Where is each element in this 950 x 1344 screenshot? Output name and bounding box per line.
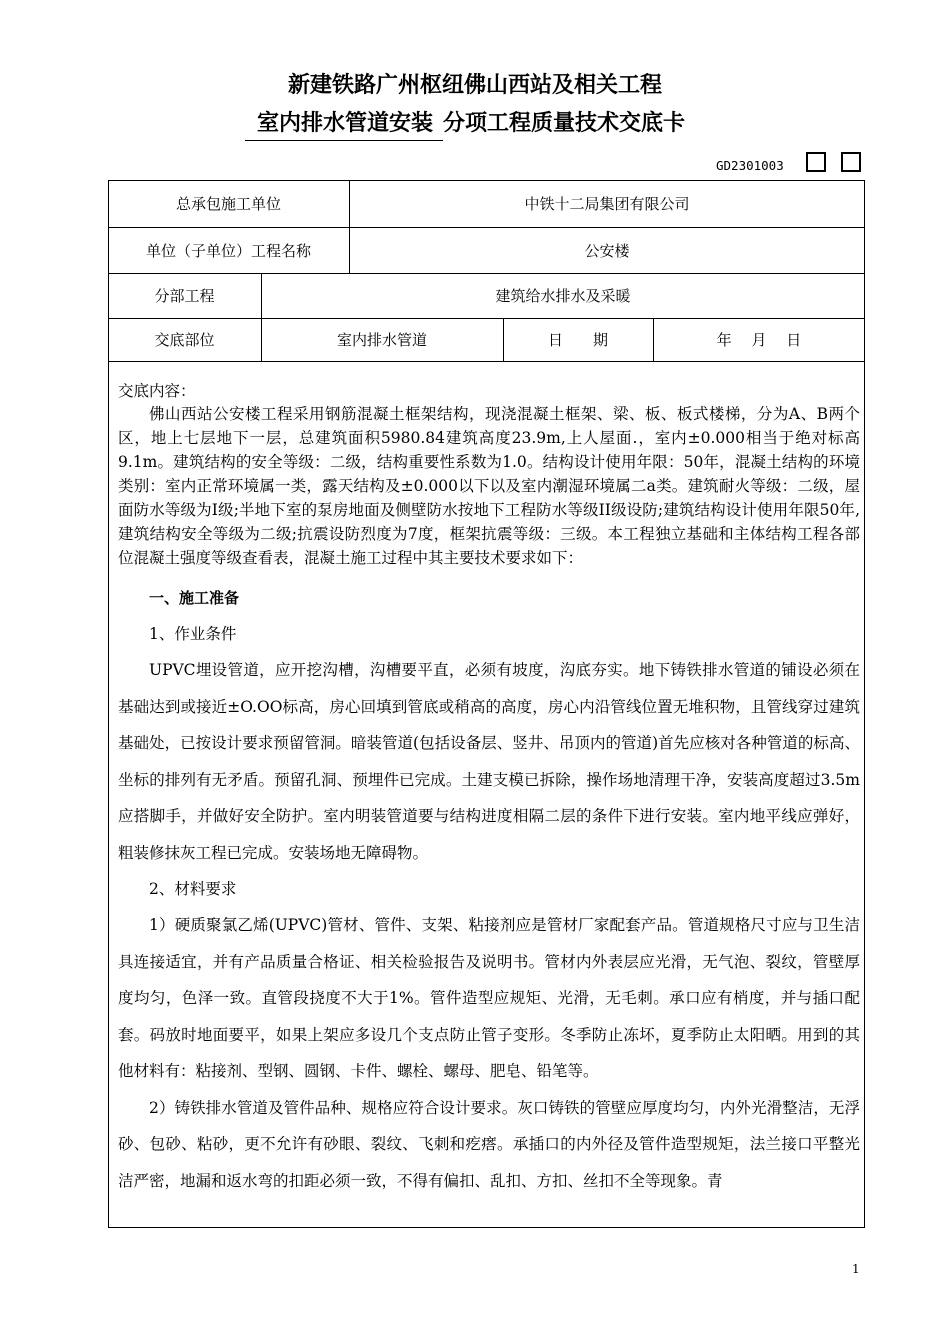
- location-value: 室内排水管道: [336, 331, 427, 349]
- content-heading: 交底内容：: [118, 382, 196, 400]
- unit-project-label: 单位（子单位）工程名称: [145, 241, 311, 260]
- date-label: 日 期: [547, 331, 608, 349]
- division-label: 分部工程: [154, 287, 215, 305]
- section-title: 一、施工准备: [149, 589, 240, 607]
- checkbox-1[interactable]: [806, 152, 826, 172]
- document-title: 新建铁路广州枢纽佛山西站及相关工程: [287, 73, 662, 98]
- subsection-title-materials: 2、材料要求: [149, 880, 237, 898]
- project-intro: 佛山西站公安楼工程采用钢筋混凝土框架结构，现浇混凝土框架、梁、板、板式楼梯，分为A、B两个区，地上七层地下一层，总建筑面积5980.84建筑高度23.9m,上人屋面.，室内±0.000相当于绝对标高9.1m。建筑结构的安全等级：二级，结构重要性系数为1.0。结构设计使用年限：50年，混凝土结构的环境类别：室内正常环境属一类，露天结构及±0.000以下以及室内潮湿环境属二a类。建筑耐火等级：二级，屋面防水等级为Ⅰ级;半地下室的泵房地面及侧壁防水按地下工程防水等级II级设防;建筑结构设计使用年限50年,建筑结构安全等级为二级;抗震设防烈度为7度，框架抗震等级：三级。本工程独立基础和主体结构工程各部位混凝土强度等级查看表，混凝土施工过程中其主要技术要求如下：: [118, 405, 860, 567]
- page-number: 1: [852, 1262, 860, 1276]
- subtitle-suffix: 分项工程质量技术交底卡: [443, 111, 686, 136]
- general-contractor-value: 中铁十二局集团有限公司: [524, 195, 690, 213]
- date-value: 年 月 日: [716, 331, 802, 349]
- division-value: 建筑给水排水及采暖: [495, 287, 631, 305]
- paragraph-cast-iron: 2）铸铁排水管道及管件品种、规格应符合设计要求。灰口铸铁的管壁应厚度均匀，内外光滑整洁，无浮砂、包砂、粘砂，更不允许有砂眼、裂纹、飞刺和疙瘩。承插口的内外径及管件造型规矩，法兰接口平整光洁严密，地漏和返水弯的扣距必须一致，不得有偏扣、乱扣、方扣、丝扣不全等现象。青: [118, 1098, 860, 1190]
- general-contractor-label: 总承包施工单位: [175, 195, 281, 213]
- document-subtitle: [245, 106, 685, 141]
- location-label: 交底部位: [154, 331, 215, 349]
- subsection-title-conditions: 1、作业条件: [149, 625, 237, 643]
- checkbox-2[interactable]: [841, 152, 861, 172]
- subtitle-item-name: 室内排水管道安装: [245, 106, 443, 141]
- document-code: GD2301003: [716, 158, 784, 173]
- paragraph-conditions: UPVC埋设管道，应开挖沟槽，沟槽要平直，必须有坡度，沟底夯实。地下铸铁排水管道的铺设必须在基础达到或接近±O.OO标高，房心回填到管底或稍高的高度，房心内沿管线位置无堆积物，且管线穿过建筑基础处，已按设计要求预留管洞。暗装管道(包括设备层、竖井、吊顶内的管道)首先应核对各种管道的标高、坐标的排列有无矛盾。预留孔洞、预埋件已完成。土建支模已拆除，操作场地清理干净，安装高度超过3.5m应搭脚手，并做好安全防护。室内明装管道要与结构进度相隔二层的条件下进行安装。室内地平线应弹好，粗装修抹灰工程已完成。安装场地无障碍物。: [118, 661, 860, 862]
- unit-project-value: 公安楼: [584, 241, 630, 260]
- disclosure-content: [118, 380, 860, 1199]
- row-divider: [108, 361, 865, 362]
- paragraph-upvc: 1）硬质聚氯乙烯(UPVC)管材、管件、支架、粘接剂应是管材厂家配套产品。管道规格尺寸应与卫生洁具连接适宜，并有产品质量合格证、相关检验报告及说明书。管材内外表层应光滑，无气泡、裂纹，管壁厚度均匀，色泽一致。直管段挠度不大于1%。管件造型应规矩、光滑，无毛刺。承口应有梢度，并与插口配套。码放时地面要平，如果上架应多设几个支点防止管子变形。冬季防止冻坏，夏季防止太阳晒。用到的其他材料有：粘接剂、型钢、圆钢、卡件、螺栓、螺母、肥皂、铅笔等。: [118, 916, 860, 1080]
